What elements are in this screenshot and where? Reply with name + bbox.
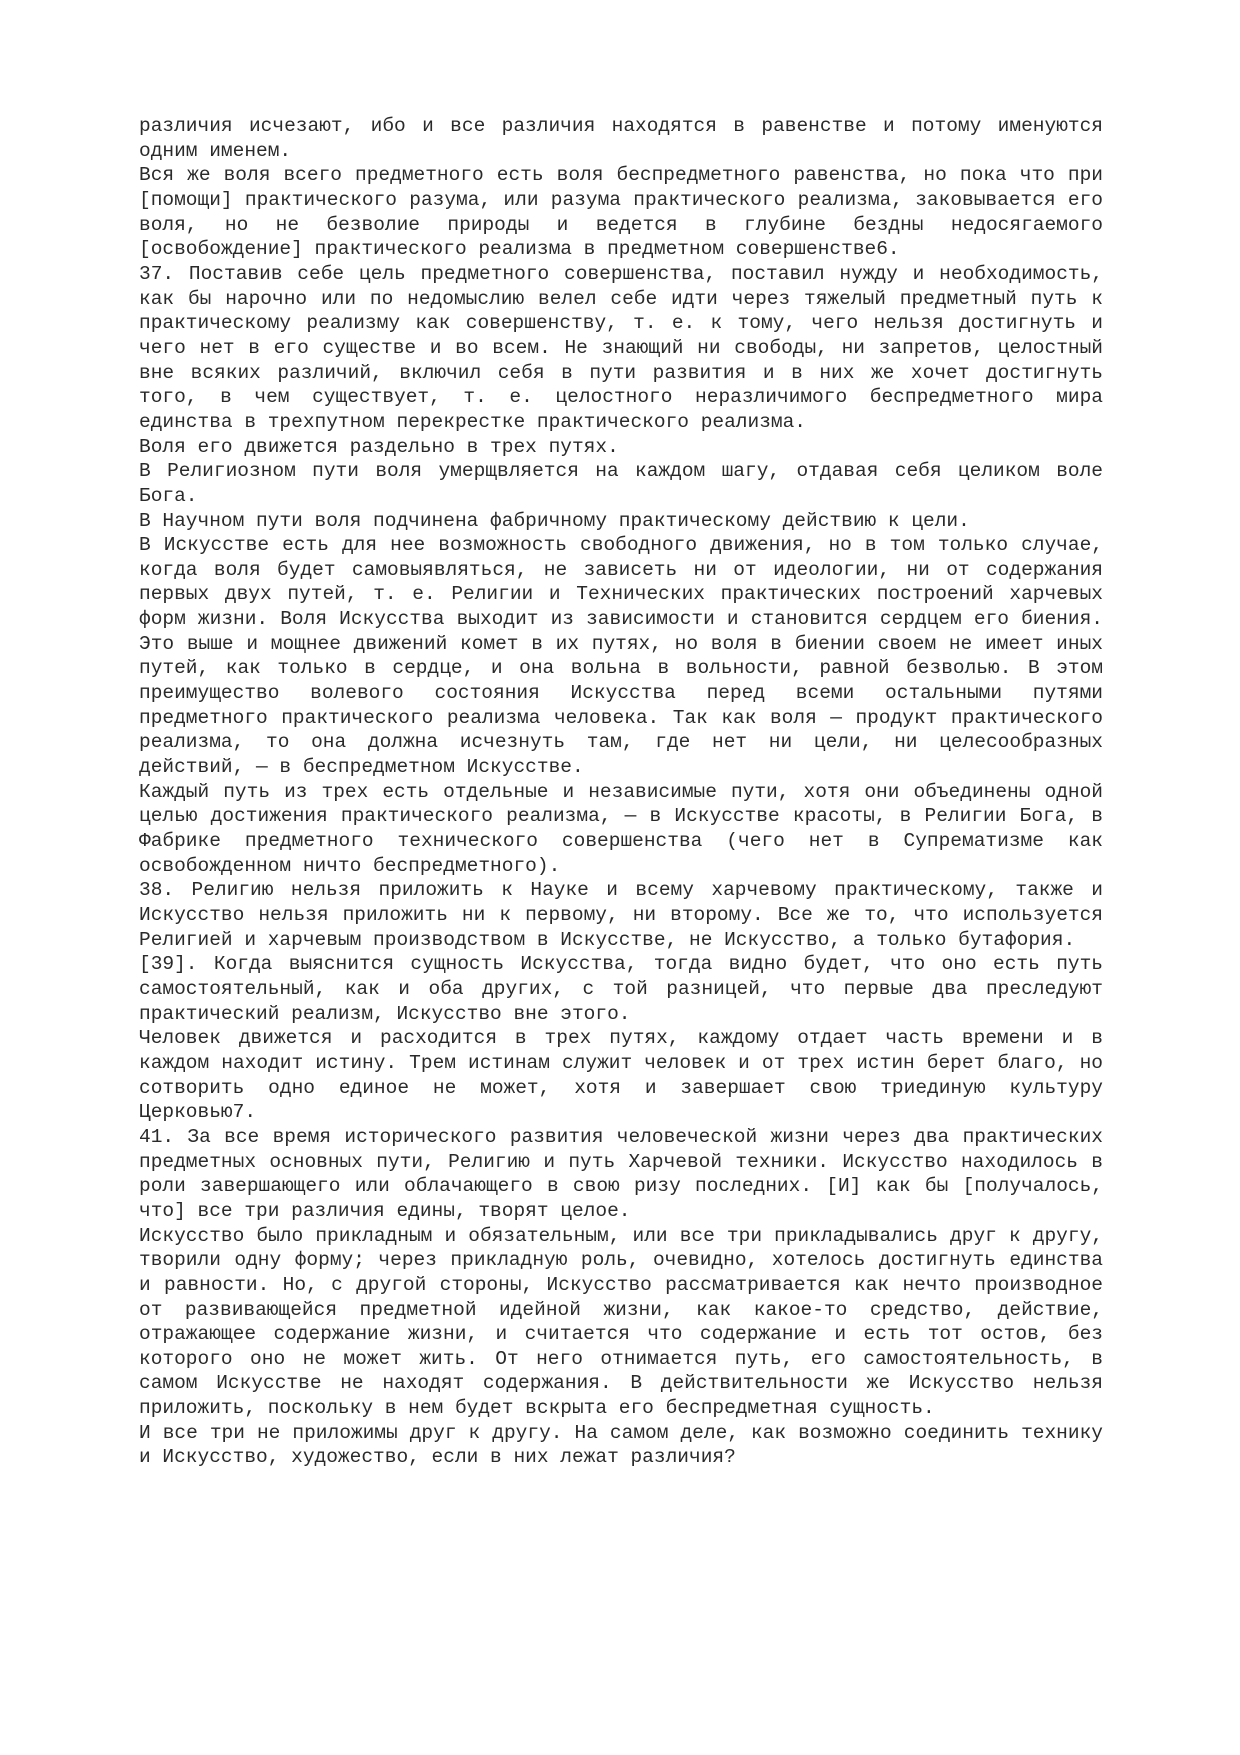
document-page xyxy=(139,114,1103,1470)
paragraph: 41. За все время исторического развития человеческой жизни через два практических предметных основных пути, Религию и путь Харчевой техники. Искусство находилось в роли завершающего или облачающего в свою ризу последних. [И] как бы [получалось, что] все три различия едины, творят целое. xyxy=(139,1125,1103,1222)
paragraph: В Научном пути воля подчинена фабричному практическому действию к цели. xyxy=(139,509,970,532)
paragraph: 38. Религию нельзя приложить к Науке и всему харчевому практическому, также и Искусство нельзя приложить ни к первому, ни второму. Все же то, что используется Религией и харчевым производством в Искусстве, не Искусство, а только бутафория. xyxy=(139,879,1103,951)
paragraph: В Религиозном пути воля умерщвляется на каждом шагу, отдавая себя целиком воле Бога. xyxy=(139,460,1103,507)
paragraph: И все три не приложимы друг к другу. На самом деле, как возможно соединить технику и Искусство, художество, если в них лежат различия? xyxy=(139,1421,1103,1469)
paragraph: Каждый путь из трех есть отдельные и независимые пути, хотя они объединены одной целью достижения практического реализма, — в Искусстве красоты, в Религии Бога, в Фабрике предметного технического совершенства (чего нет в Супрематизме как освобожденном ничто беспредметного). xyxy=(139,780,1103,877)
paragraph: В Искусстве есть для нее возможность свободного движения, но в том только случае, когда воля будет самовыявляться, не зависеть ни от идеологии, ни от содержания первых двух путей, т. е. Религии и Технических практических построений харчевых форм жизни. Воля Искусства выходит из зависимости и становится сердцем его биения. Это выше и мощнее движений комет в их путях, но воля в биении своем не имеет иных путей, как только в сердце, и она вольна в вольности, равной безволью. В этом преимущество волевого состояния Искусства перед всеми остальными путями предметного практического реализма человека. Так как воля — продукт практического реализма, то она должна исчезнуть там, где нет ни цели, ни целесообразных действий, — в беспредметном Искусстве. xyxy=(139,534,1103,779)
paragraph: Вся же воля всего предметного есть воля беспредметного равенства, но пока что при [помощи] практического разума, или разума практического реализма, заковывается его воля, но не безволие природы и ведется в глубине бездны недосягаемого [освобождение] практического реализма в предметном совершенстве6. xyxy=(139,164,1103,261)
paragraph: Искусство было прикладным и обязательным, или все три прикладывались друг к другу, творили одну форму; через прикладную роль, очевидно, хотелось достигнуть единства и равности. Но, с другой стороны, Искусство рассматривается как нечто производное от развивающейся предметной идейной жизни, как какое-то средство, действие, отражающее содержание жизни, и считается что содержание и есть тот остов, без которого оно не может жить. От него отнимается путь, его самостоятельность, в самом Искусстве не находят содержания. В действительности же Искусство нельзя приложить, поскольку в нем будет вскрыта его беспредметная сущность. xyxy=(139,1224,1103,1420)
paragraph: различия исчезают, ибо и все различия находятся в равенстве и потому именуются одним именем. xyxy=(139,115,1103,162)
paragraph: Воля его движется раздельно в трех путях. xyxy=(139,435,619,458)
paragraph: [39]. Когда выяснится сущность Искусства, тогда видно будет, что оно есть путь самостоятельный, как и оба других, с той разницей, что первые два преследуют практический реализм, Искусство вне этого. xyxy=(139,953,1103,1025)
paragraph: 37. Поставив себе цель предметного совершенства, поставил нужду и необходимость, как бы нарочно или по недомыслию велел себе идти через тяжелый предметный путь к практическому реализму как совершенству, т. е. к тому, чего нельзя достигнуть и чего нет в его существе и во всем. Не знающий ни свободы, ни запретов, целостный вне всяких различий, включил себя в пути развития и в них же хочет достигнуть того, в чем существует, т. е. целостного неразличимого беспредметного мира единства в трехпутном перекрестке практического реализма. xyxy=(139,262,1103,433)
paragraph: Человек движется и расходится в трех путях, каждому отдает часть времени и в каждом находит истину. Трем истинам служит человек и от трех истин берет благо, но сотворить одно единое не может, хотя и завершает свою триединую культуру Церковью7. xyxy=(139,1027,1103,1124)
